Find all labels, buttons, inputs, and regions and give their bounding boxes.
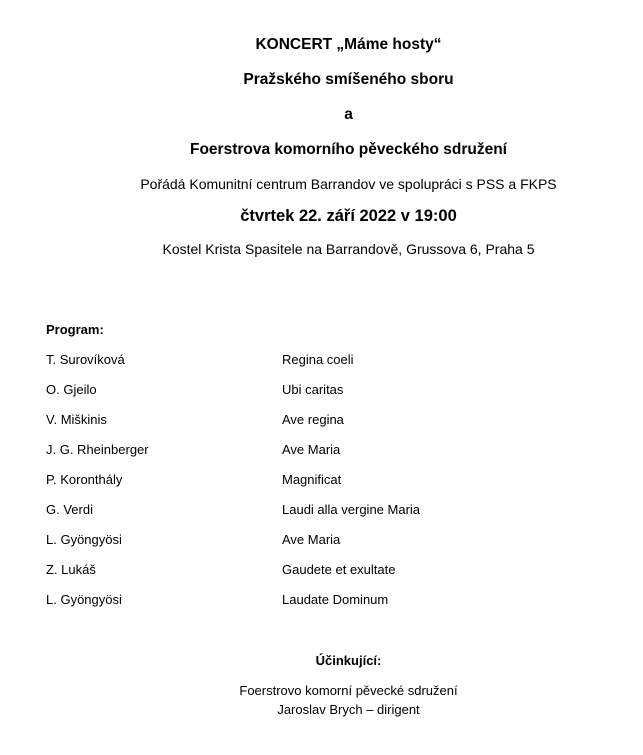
composer: L. Gyöngyösi <box>46 592 122 607</box>
choir-name-2: Foerstrova komorního pěveckého sdružení <box>190 141 507 158</box>
piece-title: Ave Maria <box>282 532 341 547</box>
performer-choir: Foerstrovo komorní pěvecké sdružení <box>239 683 458 698</box>
program-item <box>46 382 606 412</box>
program-item <box>46 442 606 472</box>
program-label: Program: <box>46 322 104 337</box>
program-item <box>46 592 606 622</box>
piece-title: Laudate Dominum <box>282 592 389 607</box>
organizer-line: Pořádá Komunitní centrum Barrandov ve spolupráci s PSS a FKPS <box>140 176 557 192</box>
choir-name-1: Pražského smíšeného sboru <box>243 71 454 88</box>
title-conjunction: a <box>344 106 353 123</box>
program-item <box>46 562 606 592</box>
piece-title: Gaudete et exultate <box>282 562 396 577</box>
program-item <box>46 472 606 502</box>
composer: J. G. Rheinberger <box>46 442 149 457</box>
composer: P. Koronthály <box>46 472 123 487</box>
composer: L. Gyöngyösi <box>46 532 122 547</box>
program-item <box>46 412 606 442</box>
composer: Z. Lukáš <box>46 562 96 577</box>
piece-title: Ave regina <box>282 412 344 427</box>
performers-label: Účinkující: <box>315 653 382 668</box>
piece-title: Ave Maria <box>282 442 341 457</box>
piece-title: Ubi caritas <box>282 382 344 397</box>
composer: O. Gjeilo <box>46 382 97 397</box>
piece-title: Regina coeli <box>282 352 354 367</box>
composer: G. Verdi <box>46 502 93 517</box>
composer: T. Surovíková <box>46 352 125 367</box>
performer-conductor: Jaroslav Brych – dirigent <box>277 702 420 717</box>
program-item <box>46 502 606 532</box>
composer: V. Miškinis <box>46 412 107 427</box>
concert-datetime: čtvrtek 22. září 2022 v 19:00 <box>240 207 457 225</box>
program-list <box>46 352 606 622</box>
program-item <box>46 532 606 562</box>
piece-title: Magnificat <box>282 472 342 487</box>
concert-venue: Kostel Krista Spasitele na Barrandově, Grussova 6, Praha 5 <box>162 241 535 257</box>
concert-title: KONCERT „Máme hosty“ <box>255 36 442 53</box>
piece-title: Laudi alla vergine Maria <box>282 502 421 517</box>
program-item <box>46 352 606 382</box>
